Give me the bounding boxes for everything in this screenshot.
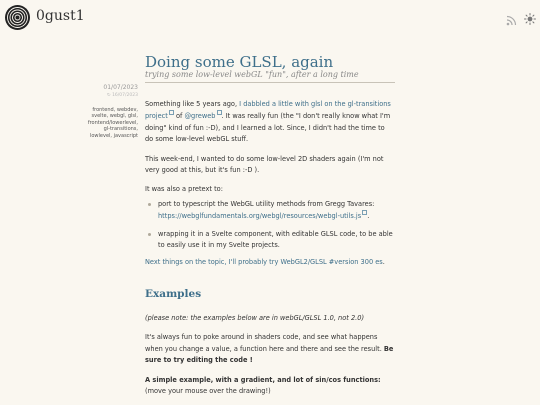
post-title: Doing some GLSL, again bbox=[145, 53, 334, 71]
tag-line[interactable]: lowlevel, javascript bbox=[89, 132, 138, 139]
list-item: wrapping it in a Svelte component, with editable GLSL code, to be able to easily use it in my Svelte projects. bbox=[145, 229, 395, 252]
greweb-link[interactable]: @greweb bbox=[184, 112, 216, 121]
example-caption: A simple example, with a gradient, and lot of sin/cos functions: (move your mouse over the drawing!) bbox=[145, 375, 381, 395]
post-subtitle: trying some low-level webGL "fun", after a long time bbox=[145, 70, 359, 79]
tag-line[interactable]: frontend, webdev, bbox=[92, 107, 138, 113]
sun-icon[interactable] bbox=[524, 10, 536, 22]
post-meta bbox=[60, 84, 138, 139]
tag-line[interactable]: frontend/lowerlevel, bbox=[87, 119, 138, 126]
examples-note: (please note: the examples below are in webGL/GLSL 1.0, not 2.0) bbox=[145, 313, 365, 322]
tag-line[interactable]: gl-transitions, bbox=[103, 126, 138, 133]
goals-list bbox=[145, 199, 395, 252]
site-header bbox=[0, 0, 540, 36]
gl-transitions-link[interactable]: I dabbled a little with glsl on the gl-transitions project bbox=[145, 100, 391, 121]
rss-icon[interactable] bbox=[506, 11, 517, 22]
title-divider bbox=[145, 82, 395, 83]
post-content bbox=[145, 99, 395, 405]
next-things-link[interactable]: Next things on the topic, I'll probably try WebGL2/GLSL #version 300 es bbox=[145, 258, 383, 267]
examples-heading: Examples bbox=[145, 287, 202, 300]
intro-paragraph: Something like 5 years ago, I dabbled a little with glsl on the gl-transitions project of @greweb . It was really fun (the "I don't really know what I'm doing" kind of fun :-D), and I learned a lot. Since, I didn't had the time to do some low-level webGL stuff. bbox=[145, 100, 391, 144]
paragraph: It was also a pretext to: bbox=[145, 185, 223, 194]
paragraph: It's always fun to poke around in shaders code, and see what happens when you change a value, a function here and there and see the result. Be sure to try editing the code ! bbox=[145, 333, 394, 365]
paragraph: This week-end, I wanted to do some low-level 2D shaders again (I'm not very good at this, but it's fun :-D ). bbox=[145, 154, 384, 175]
post-tags bbox=[60, 107, 138, 139]
site-name[interactable]: 0gust1 bbox=[36, 8, 85, 24]
post-updated-date: ↻ 16/07/2023 bbox=[106, 93, 138, 98]
paragraph: Next things on the topic, I'll probably try WebGL2/GLSL #version 300 es. bbox=[145, 258, 385, 267]
list-item: port to typescript the WebGL utility methods from Gregg Tavares: https://webglfundamentals.org/webgl/resources/webgl-utils.js . bbox=[145, 199, 395, 223]
webgl-utils-link[interactable]: https://webglfundamentals.org/webgl/resources/webgl-utils.js bbox=[158, 212, 362, 221]
tag-line[interactable]: svelte, webgl, glsl, bbox=[91, 113, 138, 120]
spiral-logo-icon[interactable] bbox=[5, 5, 30, 30]
post-date: 01/07/2023 bbox=[103, 84, 138, 91]
